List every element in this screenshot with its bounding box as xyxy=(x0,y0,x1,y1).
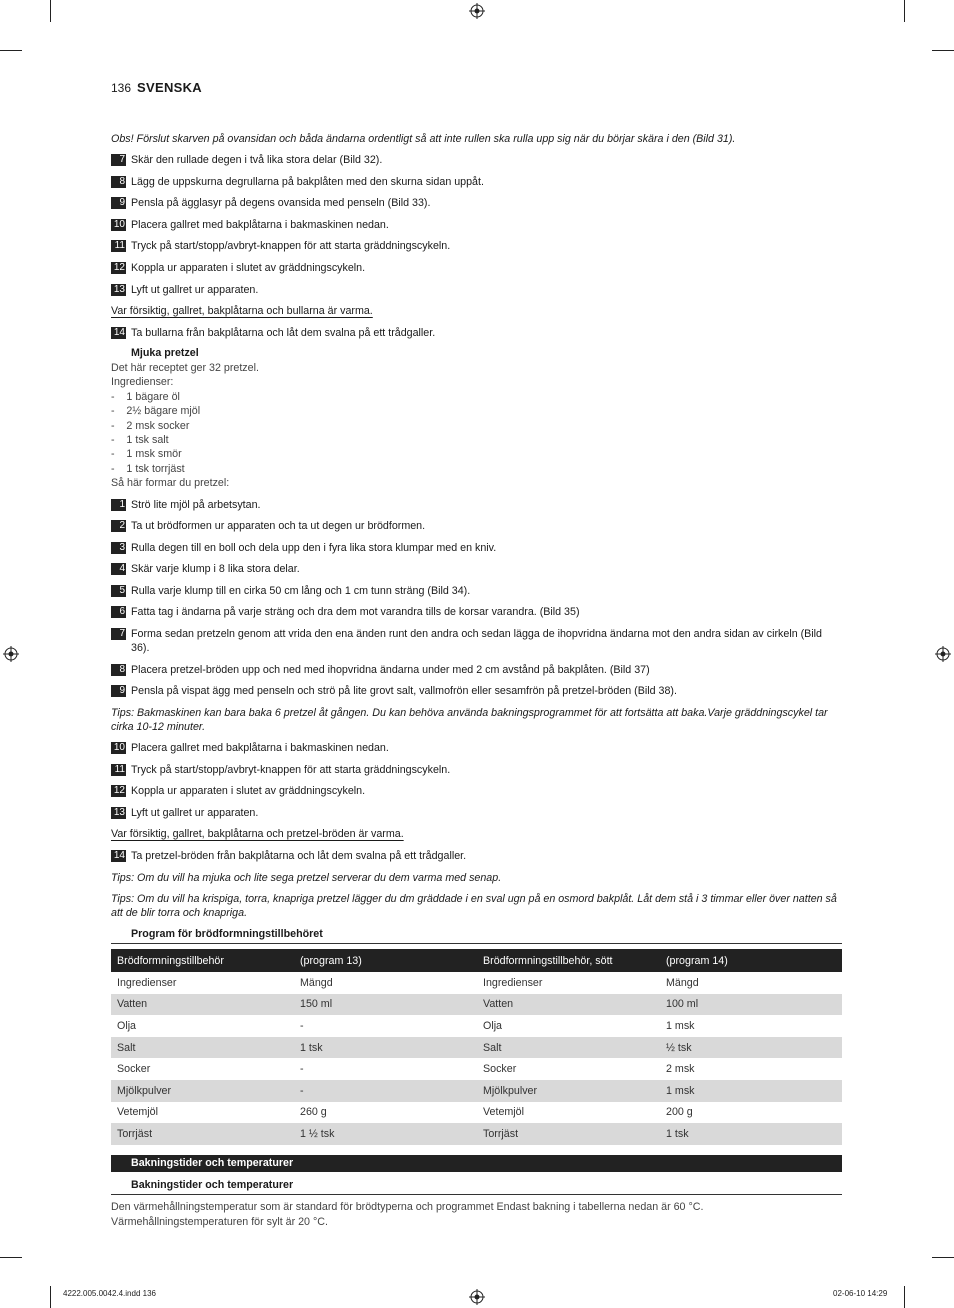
table-cell: 260 g xyxy=(300,1106,327,1119)
page-number: 136 xyxy=(111,81,132,95)
ingredient-item: - 2 msk socker xyxy=(111,420,190,432)
section-subtitle: Bakningstider och temperaturer xyxy=(131,1179,294,1191)
section-bar: Bakningstider och temperaturer xyxy=(111,1155,842,1172)
step-number: 7 xyxy=(111,154,126,166)
table-cell: Vetemjöl xyxy=(483,1106,524,1119)
program-table xyxy=(111,949,842,1145)
table-row xyxy=(111,1037,842,1059)
step-number: 5 xyxy=(111,585,126,597)
step-number: 9 xyxy=(111,197,126,209)
table-cell: - xyxy=(300,1063,304,1076)
table-header-cell: (program 14) xyxy=(660,949,842,972)
table-cell: Mängd xyxy=(300,976,333,989)
step-text: Pensla på vispat ägg med penseln och strö på lite grovt salt, vallmofrön eller sesamfrön på pretzel-bröden (Bild 38). xyxy=(131,685,677,697)
table-row xyxy=(111,1102,842,1124)
table-cell: Mjölkpulver xyxy=(111,1080,294,1102)
step-text: Tryck på start/stopp/avbryt-knappen för att starta gräddningscykeln. xyxy=(131,240,451,252)
step-text: Lyft ut gallret ur apparaten. xyxy=(131,284,259,296)
crop-mark xyxy=(50,1286,51,1308)
recipe-yield: Det här receptet ger 32 pretzel. xyxy=(111,362,259,374)
step-number: 11 xyxy=(111,764,126,776)
step-text: Pensla på ägglasyr på degens ovansida med penseln (Bild 33). xyxy=(131,197,431,209)
footer-file: 4222.005.0042.4.indd 136 xyxy=(63,1289,156,1298)
step-number: 13 xyxy=(111,807,126,819)
table-cell: 100 ml xyxy=(660,994,842,1016)
section-rule xyxy=(111,1194,842,1195)
crop-mark xyxy=(904,1286,905,1308)
registration-mark-icon xyxy=(469,1289,485,1305)
table-header-row xyxy=(111,949,842,972)
page-header xyxy=(111,80,202,95)
table-cell: 150 ml xyxy=(294,994,477,1016)
step-number: 11 xyxy=(111,240,126,252)
step-number: 3 xyxy=(111,542,126,554)
step-text: Ta pretzel-bröden från bakplåtarna och låt dem svalna på ett trådgaller. xyxy=(131,850,467,862)
table-cell: - xyxy=(294,1080,477,1102)
how-label: Så här formar du pretzel: xyxy=(111,477,230,489)
warning-text: Var försiktig, gallret, bakplåtarna och pretzel-bröden är varma. xyxy=(111,828,404,840)
step-number: 1 xyxy=(111,499,126,511)
step-text: Placera pretzel-bröden upp och ned med ihopvridna ändarna under med 2 cm avstånd på bakplåten. (Bild 37) xyxy=(131,664,650,676)
table-cell: Socker xyxy=(117,1063,151,1076)
table-cell: Vetemjöl xyxy=(117,1106,158,1119)
baking-text: Värmehållningstemperaturen för sylt är 20 °C. xyxy=(111,1216,328,1228)
ingredients-label: Ingredienser: xyxy=(111,376,174,388)
table-row xyxy=(111,1015,842,1037)
crop-mark xyxy=(50,0,51,22)
table-cell: - xyxy=(300,1019,304,1032)
step-text: Fatta tag i ändarna på varje sträng och dra dem mot varandra tills de korsar varandra. (Bild 35) xyxy=(131,606,580,618)
step-text: Skär den rullade degen i två lika stora delar (Bild 32). xyxy=(131,154,383,166)
table-cell: 2 msk xyxy=(666,1063,695,1076)
table-cell: ½ tsk xyxy=(660,1037,842,1059)
step-text: Rulla varje klump till en cirka 50 cm lång och 1 cm tunn sträng (Bild 34). xyxy=(131,585,471,597)
table-header-cell: Brödformningstillbehör xyxy=(111,949,294,972)
step-text: Koppla ur apparaten i slutet av gräddningscykeln. xyxy=(131,262,366,274)
table-cell: Torrjäst xyxy=(477,1123,660,1145)
table-cell: Salt xyxy=(111,1037,294,1059)
step-text: Ta ut brödformen ur apparaten och ta ut degen ur brödformen. xyxy=(131,520,426,532)
step-number: 10 xyxy=(111,219,126,231)
table-row xyxy=(111,1058,842,1080)
table-cell: Ingredienser xyxy=(483,976,543,989)
tip-text: Tips: Bakmaskinen kan bara baka 6 pretzel åt gången. Du kan behöva använda bakningsprogrammet för att fortsätta att baka.Varje gräddningscykel tar cirka 10-12 minuter. xyxy=(111,707,828,733)
table-row xyxy=(111,1080,842,1102)
step-number: 10 xyxy=(111,742,126,754)
ingredient-item: - 1 tsk salt xyxy=(111,434,169,446)
table-cell: Socker xyxy=(483,1063,517,1076)
registration-mark-icon xyxy=(469,3,485,19)
tip-text: Tips: Om du vill ha krispiga, torra, knapriga pretzel lägger du dm gräddade i en sval ugn på en osmord bakplåt. Låt dem stå i 3 timmar eller över natten så att de blir torra och knapriga. xyxy=(111,893,837,919)
step-number: 12 xyxy=(111,785,126,797)
step-text: Strö lite mjöl på arbetsytan. xyxy=(131,499,261,511)
table-header-cell: (program 13) xyxy=(294,949,477,972)
table-row xyxy=(111,972,842,994)
table-cell: 1 msk xyxy=(660,1080,842,1102)
step-number: 8 xyxy=(111,664,126,676)
table-cell: Mängd xyxy=(666,976,699,989)
step-text: Lägg de uppskurna degrullarna på bakplåten med den skurna sidan uppåt. xyxy=(131,176,484,188)
tip-text: Tips: Om du vill ha mjuka och lite sega pretzel serverar du dem varma med senap. xyxy=(111,872,502,884)
table-cell: Vatten xyxy=(111,994,294,1016)
crop-mark xyxy=(904,0,905,22)
step-text: Koppla ur apparaten i slutet av gräddningscykeln. xyxy=(131,785,366,797)
table-cell: 1 ½ tsk xyxy=(294,1123,477,1145)
table-cell: 1 tsk xyxy=(294,1037,477,1059)
registration-mark-icon xyxy=(3,646,19,662)
step-text: Ta bullarna från bakplåtarna och låt dem svalna på ett trådgaller. xyxy=(131,327,436,339)
step-number: 14 xyxy=(111,850,126,862)
step-number: 9 xyxy=(111,685,126,697)
program-title: Program för brödformningstillbehöret xyxy=(131,928,323,940)
ingredient-item: - 1 msk smör xyxy=(111,448,182,460)
crop-mark xyxy=(0,1257,22,1258)
step-text: Rulla degen till en boll och dela upp den i fyra lika stora klumpar med en kniv. xyxy=(131,542,497,554)
ingredient-item: - 1 bägare öl xyxy=(111,391,180,403)
table-cell: Olja xyxy=(483,1019,503,1032)
step-number: 14 xyxy=(111,327,126,339)
table-cell: Salt xyxy=(477,1037,660,1059)
step-number: 13 xyxy=(111,284,126,296)
language-title: SVENSKA xyxy=(137,80,202,95)
crop-mark xyxy=(932,1257,954,1258)
baking-text: Den värmehållningstemperatur som är standard för brödtyperna och programmet Endast bakning i tabellerna nedan är 60 °C. xyxy=(111,1201,704,1213)
section-rule xyxy=(111,943,842,944)
step-text: Placera gallret med bakplåtarna i bakmaskinen nedan. xyxy=(131,219,389,231)
table-cell: 200 g xyxy=(666,1106,693,1119)
step-number: 4 xyxy=(111,563,126,575)
ingredient-item: - 2½ bägare mjöl xyxy=(111,405,201,417)
footer-date: 02-06-10 14:29 xyxy=(833,1289,888,1298)
step-text: Placera gallret med bakplåtarna i bakmaskinen nedan. xyxy=(131,742,389,754)
table-cell: 1 msk xyxy=(666,1019,695,1032)
crop-mark xyxy=(0,50,22,51)
recipe-title: Mjuka pretzel xyxy=(131,347,199,359)
step-number: 7 xyxy=(111,628,126,640)
step-number: 8 xyxy=(111,176,126,188)
warning-text: Var försiktig, gallret, bakplåtarna och bullarna är varma. xyxy=(111,305,373,317)
table-cell: Ingredienser xyxy=(117,976,177,989)
table-row xyxy=(111,994,842,1016)
registration-mark-icon xyxy=(935,646,951,662)
step-number: 6 xyxy=(111,606,126,618)
step-number: 2 xyxy=(111,520,126,532)
table-cell: Torrjäst xyxy=(111,1123,294,1145)
step-text: Forma sedan pretzeln genom att vrida den ena änden runt den andra och sedan lägga de ihopvridna ändarna mot den andra sidan av cirkeln (Bild 36). xyxy=(131,628,822,654)
crop-mark xyxy=(932,50,954,51)
step-text: Tryck på start/stopp/avbryt-knappen för att starta gräddningscykeln. xyxy=(131,764,451,776)
obs-note: Obs! Förslut skarven på ovansidan och båda ändarna ordentligt så att inte rullen ska rulla upp sig när du börjar skära i den (Bild 31). xyxy=(111,133,736,145)
step-number: 12 xyxy=(111,262,126,274)
table-row xyxy=(111,1123,842,1145)
step-text: Skär varje klump i 8 lika stora delar. xyxy=(131,563,300,575)
step-text: Lyft ut gallret ur apparaten. xyxy=(131,807,259,819)
table-header-cell: Brödformningstillbehör, sött xyxy=(477,949,660,972)
ingredient-item: - 1 tsk torrjäst xyxy=(111,463,185,475)
table-cell: Mjölkpulver xyxy=(477,1080,660,1102)
table-cell: Olja xyxy=(117,1019,137,1032)
table-cell: 1 tsk xyxy=(660,1123,842,1145)
table-cell: Vatten xyxy=(477,994,660,1016)
